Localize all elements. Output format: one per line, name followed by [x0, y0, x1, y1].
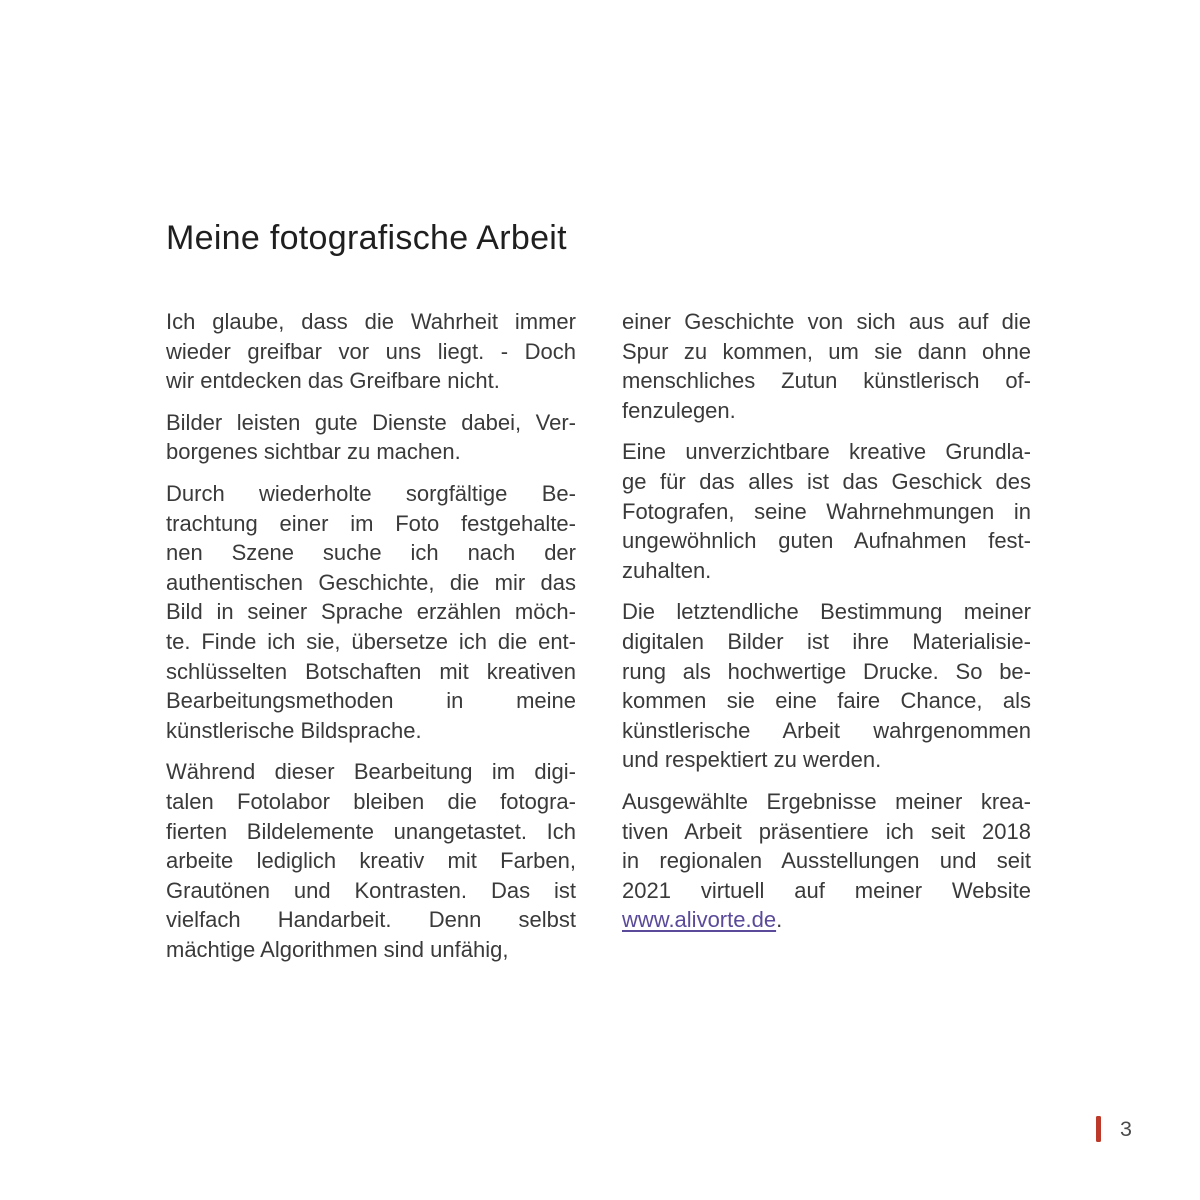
- text-line: fierten Bildelemente unangetastet. Ich: [166, 818, 576, 844]
- text-line: einer Geschichte von sich aus auf die: [622, 309, 1031, 334]
- page-title: Meine fotografische Arbeit: [166, 219, 567, 257]
- text-line: Durch wiederholte sorgfältige Be-: [166, 480, 576, 506]
- text-line: kommen sie eine faire Chance, als: [622, 688, 1031, 714]
- page-number: 3: [1120, 1116, 1132, 1141]
- text-column-left: [166, 307, 576, 964]
- text-line: nen Szene suche ich nach der: [166, 540, 576, 566]
- text-line: ge für das alles ist das Geschick des: [622, 468, 1031, 494]
- text-line: vielfach Handarbeit. Denn selbst: [166, 907, 576, 933]
- text-line: wir entdecken das Greifbare nicht.: [166, 368, 500, 394]
- text-line: Ausgewählte Ergebnisse meiner krea-: [622, 788, 1031, 814]
- text-line: und respektiert zu werden.: [622, 747, 882, 773]
- text-column-right: [622, 307, 1031, 935]
- paragraph: [622, 437, 1031, 585]
- text-line: Bilder leisten gute Dienste dabei, Ver-: [166, 409, 576, 435]
- text-line: künstlerische Arbeit wahrgenommen: [622, 717, 1031, 743]
- text-line: schlüsselten Botschaften mit kreativen: [166, 658, 576, 684]
- paragraph: [622, 787, 1031, 935]
- text-line: authentischen Geschichte, die mir das: [166, 569, 576, 595]
- text-line: Ich glaube, dass die Wahrheit immer: [166, 309, 576, 334]
- page-marker-bar: [1096, 1116, 1101, 1142]
- text-line: Bearbeitungsmethoden in meine: [166, 688, 576, 714]
- text-line: te. Finde ich sie, übersetze ich die ent-: [166, 628, 576, 654]
- text-line: wieder greifbar vor uns liegt. - Doch: [166, 338, 576, 364]
- paragraph: [166, 757, 576, 964]
- text-line: zuhalten.: [622, 557, 712, 583]
- text-span: .: [776, 907, 783, 933]
- paragraph: [622, 597, 1031, 775]
- text-line: Die letztendliche Bestimmung meiner: [622, 599, 1031, 625]
- text-line: Spur zu kommen, um sie dann ohne: [622, 338, 1031, 364]
- text-line: künstlerische Bildsprache.: [166, 717, 422, 743]
- text-line: ungewöhnlich guten Aufnahmen fest-: [622, 528, 1031, 554]
- text-line: in regionalen Ausstellungen und seit: [622, 848, 1031, 874]
- paragraph: [166, 479, 576, 745]
- text-line: 2021 virtuell auf meiner Website: [622, 877, 1031, 903]
- text-line: tiven Arbeit präsentiere ich seit 2018: [622, 818, 1031, 844]
- text-line: trachtung einer im Foto festgehalte-: [166, 510, 576, 536]
- text-line: [622, 905, 1031, 935]
- text-line: fenzulegen.: [622, 397, 736, 423]
- text-line: digitalen Bilder ist ihre Materialisie-: [622, 628, 1031, 654]
- text-line: talen Fotolabor bleiben die fotogra-: [166, 788, 576, 814]
- text-line: Bild in seiner Sprache erzählen möch-: [166, 599, 576, 625]
- paragraph: [622, 307, 1031, 425]
- text-line: borgenes sichtbar zu machen.: [166, 439, 461, 465]
- text-line: Grautönen und Kontrasten. Das ist: [166, 877, 576, 903]
- text-line: Während dieser Bearbeitung im digi-: [166, 759, 576, 785]
- text-line: Eine unverzichtbare kreative Grundla-: [622, 439, 1031, 465]
- text-line: arbeite lediglich kreativ mit Farben,: [166, 848, 576, 874]
- page-footer: [1096, 1116, 1132, 1142]
- paragraph: [166, 307, 576, 396]
- text-line: mächtige Algorithmen sind unfähig,: [166, 936, 509, 962]
- text-line: rung als hochwertige Drucke. So be-: [622, 658, 1031, 684]
- paragraph: [166, 408, 576, 467]
- website-link[interactable]: www.alivorte.de: [622, 907, 777, 933]
- text-line: menschliches Zutun künstlerisch of-: [622, 368, 1031, 394]
- text-line: Fotografen, seine Wahrnehmungen in: [622, 498, 1031, 524]
